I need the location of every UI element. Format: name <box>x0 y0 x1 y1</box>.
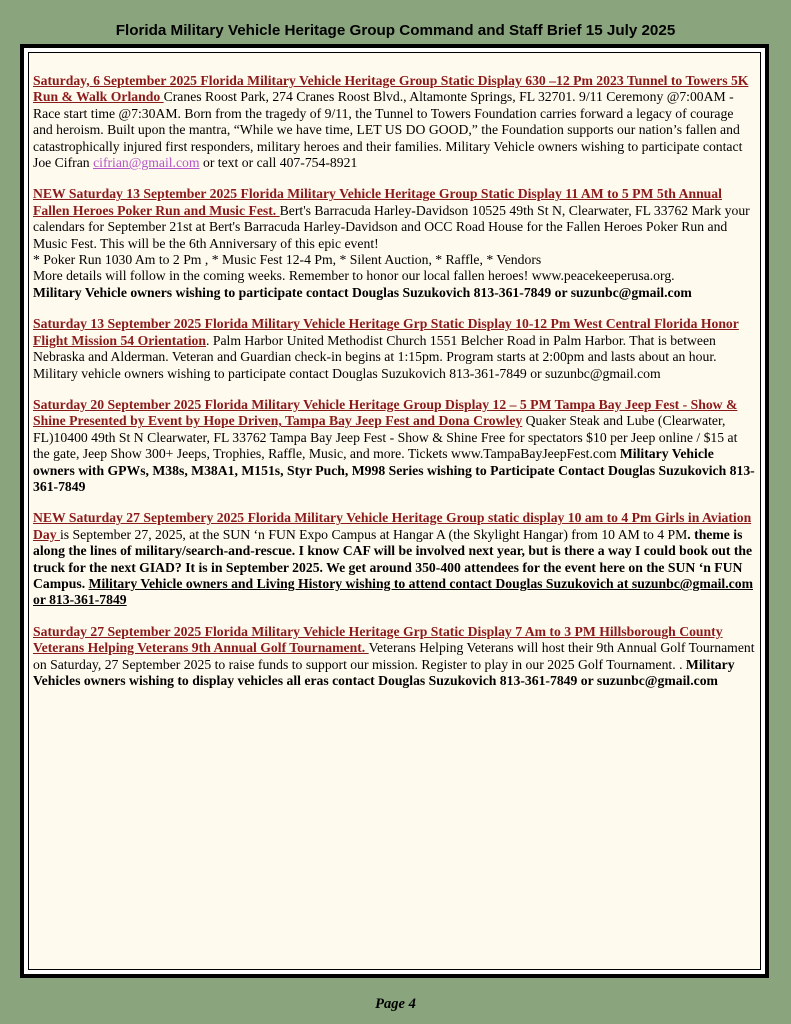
event-headline: Saturday 27 September 2025 Florida Military Vehicle Heritage Grp Static Display 7 Am to 3 PM Hillsborough County Veterans Helping Veterans 9th Annual Golf Tournament. <box>33 623 723 656</box>
event-body: . Palm Harbor United Methodist Church 1551 Belcher Road in Palm Harbor. That is between Nebraska and Alderman. Veteran and Guardian check-in begins at 1:15pm. Program starts at 2:00pm and lasts about an hour. Military vehicle owners wishing to participate contact Douglas Suzukovich 813-361-7849 or suzunbc@gmail.com <box>33 332 717 381</box>
event-contact: Military Vehicle owners wishing to participate contact Douglas Suzukovich 813-361-7849 or suzunbc@gmail.com <box>33 284 692 300</box>
page-number: Page 4 <box>375 996 416 1012</box>
content-frame <box>20 44 769 978</box>
event-body: is September 27, 2025, at the SUN ‘n FUN Expo Campus at Hangar A (the Skylight Hangar) from 10 AM to 4 PM <box>60 526 688 542</box>
event-entry-golf-tournament <box>33 624 756 690</box>
event-body-continued: . theme is along the lines of military/search-and-rescue. I know CAF will be involved next year, but is there a way I could book out the truck for the next GIAD? It is in September 2025. We get around 350-400 attendees for the event here on the SUN ‘n FUN Campus <box>33 526 753 591</box>
page-header: Florida Military Vehicle Heritage Group Command and Staff Brief 15 July 2025 <box>115 22 676 39</box>
event-contact: Military Vehicle owners and Living History wishing to attend contact Douglas Suzukovich at suzunbc@gmail.com or 813-361-7849 <box>33 575 753 608</box>
event-entry-tunnel-to-towers <box>33 73 756 171</box>
event-headline: Saturday 13 September 2025 Florida Military Vehicle Heritage Grp Static Display 10-12 Pm West Central Florida Honor Flight Mission 54 Orientation <box>33 316 739 348</box>
event-body: Bert's Barracuda Harley-Davidson 10525 49th St N, Clearwater, FL 33762 Mark your calendars for September 21st at Bert's Barracuda Harley-Davidson and OCC Road House for the Fallen Heroes Poker Run and Music Fest. This will be the 6th Anniversary of this epic event! <box>33 202 750 251</box>
event-contact: Military Vehicle owners with GPWs, M38s, M38A1, M151s, Styr Puch, M998 Series wishing to Participate Contact Douglas Suzukovich 813-361-7849 <box>33 446 755 494</box>
event-headline: NEW Saturday 13 September 2025 Florida Military Vehicle Heritage Group Static Display 11 AM to 5 PM 5th Annual Fallen Heroes Poker Run and Music Fest. <box>33 186 722 218</box>
content-panel <box>28 52 761 970</box>
event-entry-honor-flight <box>33 316 756 382</box>
event-body: Cranes Roost Park, 274 Cranes Roost Blvd., Altamonte Springs, FL 32701. 9/11 Ceremony @7:00AM - Race start time @7:30AM. Born from the tragedy of 9/11, the Tunnel to Towers Foundation carries forward a legacy of courage and heroism. Built upon the mantra, “While we have time, LET US DO GOOD,” the Foundation supports our nation’s fallen and catastrophically injured first responders, military heroes and their families. Military Vehicle owners wishing to participate contact Joe Cifran <box>33 89 743 171</box>
event-activity-list: * Poker Run 1030 Am to 2 Pm , * Music Fest 12-4 Pm, * Silent Auction, * Raffle, * Vendors <box>33 252 542 268</box>
event-contact: Military Vehicles owners wishing to display vehicles all eras contact Douglas Suzukovich 813-361-7849 or suzunbc@gmail.com <box>33 656 735 688</box>
event-entry-fallen-heroes <box>33 186 756 301</box>
event-headline: Saturday, 6 September 2025 Florida Military Vehicle Heritage Group Static Display 630 –12 Pm 2023 Tunnel to Towers 5K Run & Walk Orlando <box>33 73 749 105</box>
email-link[interactable]: cifrian@gmail.com <box>93 155 200 171</box>
event-body: Veterans Helping Veterans will host their 9th Annual Golf Tournament on Saturday, 27 September 2025 to raise funds to support our mission. Register to play in our 2025 Golf Tournament. . <box>33 640 755 672</box>
event-entry-girls-in-aviation: NEW Saturday 27 Septembery 2025 Florida Military Vehicle Heritage Group static display 10 am to 4 Pm Girls in Aviation Day is September 27, 2025, at the SUN ‘n FUN Expo Campus at Hangar A (the Skylight Hangar) from 10 AM to 4 PM. theme is along the lines of military/search-and-rescue. I know CAF will be involved next year, but is there a way I could book out the truck for the next GIAD? It is in September 2025. We get around 350-400 attendees for the event here on the SUN ‘n FUN Campus. Military Vehicle owners and Living History wishing to attend contact Douglas Suzukovich at suzunbc@gmail.com or 813-361-7849 <box>33 510 753 608</box>
event-more-details: More details will follow in the coming weeks. Remember to honor our local fallen heroes! www.peacekeeperusa.org. <box>33 268 675 284</box>
event-entry-jeep-fest <box>33 397 756 495</box>
event-contact: or text or call 407-754-8921 <box>199 155 358 171</box>
event-headline: Saturday 20 September 2025 Florida Military Vehicle Heritage Group Display 12 – 5 PM Tampa Bay Jeep Fest - Show & Shine Presented by Event by Hope Driven, Tampa Bay Jeep Fest and Dona Crowley <box>33 396 738 429</box>
event-headline: NEW Saturday 27 Septembery 2025 Florida Military Vehicle Heritage Group static display 10 am to 4 Pm Girls in Aviation Day <box>33 510 752 542</box>
event-body: Quaker Steak and Lube (Clearwater, FL)10400 49th St N Clearwater, FL 33762 Tampa Bay Jeep Fest - Show & Shine Free for spectators $10 per Jeep online / $15 at the gate, Jeep Show 300+ Jeeps, Trophies, Raffle, Music, and more. Tickets www.TampaBayJeepFest.com <box>33 413 738 462</box>
